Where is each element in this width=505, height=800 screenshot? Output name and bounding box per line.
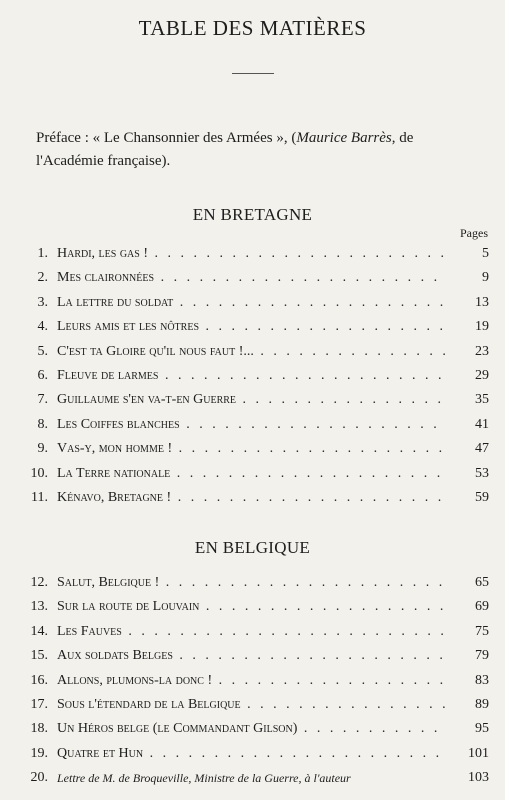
toc-entry[interactable]: [0, 717, 505, 741]
toc-entry[interactable]: [0, 242, 505, 266]
toc-entry-page: 41: [475, 416, 489, 432]
toc-entry[interactable]: [0, 315, 505, 339]
toc-entry-title: Les Fauves . . .: [57, 620, 445, 644]
toc-entry-number: 17.: [30, 696, 48, 712]
toc-list-belgique: [0, 571, 505, 791]
toc-entry-number: 18.: [30, 721, 48, 737]
toc-entry-title: Un Héros belge (le Commandant Gilson) . . .: [57, 717, 445, 741]
toc-entry[interactable]: [0, 669, 505, 693]
toc-entry-page: 83: [475, 672, 489, 688]
toc-entry[interactable]: [0, 595, 505, 619]
toc-entry-number: 20.: [30, 770, 48, 786]
toc-entry-number: 13.: [30, 599, 48, 615]
toc-entry-number: 3.: [37, 294, 48, 310]
toc-entry-title: Vas-y, mon homme ! . . .: [57, 437, 445, 461]
toc-entry-title: Guillaume s'en va-t-en Guerre . . .: [57, 388, 445, 412]
toc-entry-page: 101: [468, 745, 489, 761]
toc-entry-title: Lettre de M. de Broqueville, Ministre de la Guerre, à l'auteur: [57, 771, 351, 786]
toc-entry[interactable]: [0, 291, 505, 315]
preface-line: [36, 127, 476, 173]
toc-entry-page: 29: [475, 367, 489, 383]
toc-entry-page: 59: [475, 489, 489, 505]
toc-entry-number: 10.: [30, 465, 48, 481]
preface-rest: , de l'Académie française).: [36, 130, 414, 169]
toc-entry-number: 4.: [37, 319, 48, 335]
toc-entry-title: Quatre et Hun . . .: [57, 742, 445, 766]
toc-entry[interactable]: [0, 644, 505, 668]
toc-entry-page: 65: [475, 575, 489, 590]
toc-entry[interactable]: [0, 693, 505, 717]
toc-entry-page: 23: [475, 343, 489, 359]
toc-entry-page: 5: [482, 246, 489, 261]
toc-entry-title: Les Coiffes blanches . . .: [57, 413, 445, 437]
toc-entry-title: La Terre nationale . . .: [57, 462, 445, 486]
toc-entry[interactable]: [0, 340, 505, 364]
toc-entry-number: 6.: [37, 367, 48, 383]
toc-entry-page: 69: [475, 599, 489, 615]
toc-entry-title: C'est ta Gloire qu'il nous faut !... . . .: [57, 340, 445, 364]
toc-entry[interactable]: [0, 742, 505, 766]
toc-entry[interactable]: [0, 486, 505, 510]
preface-label: Préface : « Le Chansonnier des Armées », (: [36, 130, 297, 146]
pages-column-label: Pages: [460, 226, 488, 240]
toc-entry-number: 2.: [37, 270, 48, 286]
section-heading-bretagne: EN BRETAGNE: [192, 205, 313, 224]
title-divider: [232, 73, 274, 74]
toc-entry[interactable]: [0, 364, 505, 388]
toc-entry-title: Mes claironnées . . .: [57, 266, 445, 290]
toc-entry-page: 79: [475, 648, 489, 664]
toc-entry-title: Sur la route de Louvain . . .: [57, 595, 445, 619]
toc-list-bretagne: [0, 242, 505, 510]
toc-entry-title: Fleuve de larmes . . .: [57, 364, 445, 388]
toc-entry[interactable]: [0, 266, 505, 290]
toc-entry[interactable]: [0, 437, 505, 461]
toc-entry-page: 47: [475, 441, 489, 457]
toc-entry-number: 15.: [30, 648, 48, 664]
toc-entry-title: Hardi, les gas ! . . .: [57, 242, 445, 266]
toc-entry[interactable]: [0, 620, 505, 644]
toc-entry-title: La lettre du soldat . . .: [57, 291, 445, 315]
toc-entry-page: 89: [475, 696, 489, 712]
toc-entry-number: 11.: [31, 489, 48, 505]
page-title: TABLE DES MATIÈRES: [138, 16, 367, 40]
toc-entry-title: Leurs amis et les nôtres . . .: [57, 315, 445, 339]
toc-entry-page: 75: [475, 623, 489, 639]
toc-entry-page: 95: [475, 721, 489, 737]
toc-entry-title: Salut, Belgique ! . . .: [57, 571, 445, 595]
toc-entry[interactable]: [0, 766, 505, 790]
preface-author: Maurice Barrès: [296, 130, 392, 146]
toc-entry-page: 53: [475, 465, 489, 481]
toc-entry-page: 13: [475, 294, 489, 310]
toc-entry[interactable]: [0, 388, 505, 412]
toc-entry-title: Allons, plumons-la donc ! . . .: [57, 669, 445, 693]
toc-entry-title: Kénavo, Bretagne ! . . .: [57, 486, 445, 510]
toc-entry[interactable]: [0, 462, 505, 486]
toc-entry-number: 7.: [37, 392, 48, 408]
toc-entry-number: 12.: [30, 575, 48, 590]
toc-entry-page: 9: [482, 270, 489, 286]
toc-entry-page: 103: [468, 770, 489, 786]
toc-entry-number: 14.: [30, 623, 48, 639]
toc-entry-number: 16.: [30, 672, 48, 688]
toc-entry-page: 35: [475, 392, 489, 408]
toc-entry[interactable]: [0, 571, 505, 595]
toc-entry-number: 5.: [37, 343, 48, 359]
toc-entry-number: 1.: [37, 246, 48, 261]
toc-entry-number: 9.: [37, 441, 48, 457]
toc-entry-title: Aux soldats Belges . . .: [57, 644, 445, 668]
toc-entry[interactable]: [0, 413, 505, 437]
toc-entry-number: 19.: [30, 745, 48, 761]
toc-entry-number: 8.: [37, 416, 48, 432]
toc-entry-title: Sous l'étendard de la Belgique . . .: [57, 693, 445, 717]
section-heading-belgique: EN BELGIQUE: [194, 538, 311, 557]
toc-entry-page: 19: [475, 319, 489, 335]
